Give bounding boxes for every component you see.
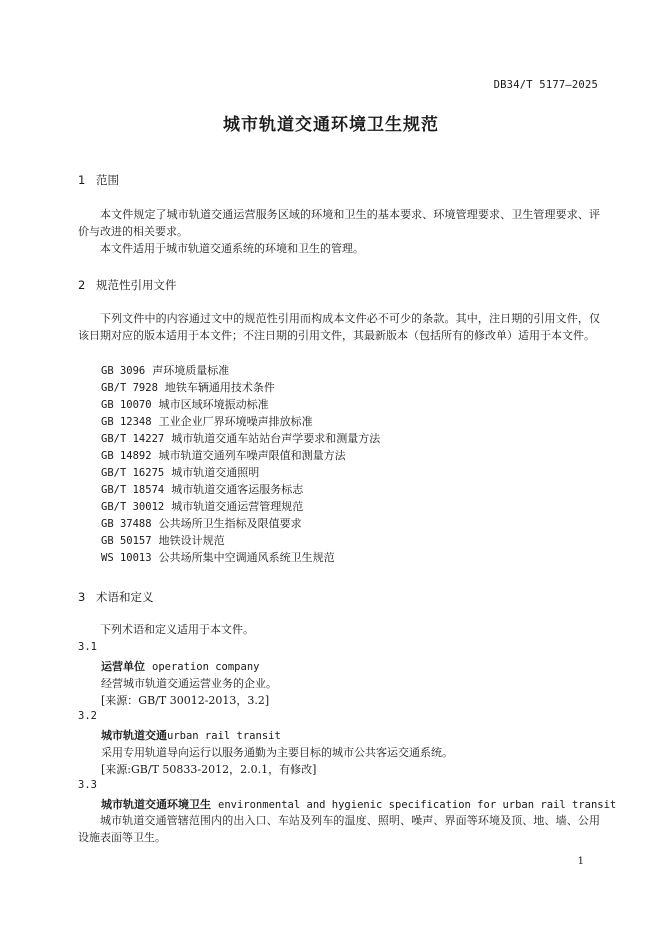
section-3-intro: 下列术语和定义适用于本文件。 <box>100 623 254 636</box>
term-cn: 城市轨道交通 <box>101 729 167 742</box>
reference-code: GB 50157 <box>101 535 152 547</box>
reference-code: GB 10070 <box>101 399 152 411</box>
reference-code: GB 3096 <box>101 365 146 377</box>
section-1-title: 范围 <box>96 173 119 187</box>
reference-title: 城市轨道交通客运服务标志 <box>171 483 304 496</box>
section-3-heading <box>78 589 154 605</box>
page-number: 1 <box>577 856 584 867</box>
section-1-number: 1 <box>78 173 86 187</box>
reference-code: GB/T 16275 <box>101 467 165 479</box>
reference-item <box>101 379 275 395</box>
term-cn: 城市轨道交通环境卫生 <box>101 798 211 811</box>
term-en: urban rail transit <box>167 730 281 742</box>
reference-title: 地铁设计规范 <box>158 534 225 547</box>
section-2-heading <box>78 277 177 293</box>
term-en: operation company <box>152 661 260 673</box>
reference-code: GB 37488 <box>101 518 152 530</box>
reference-title: 公共场所集中空调通风系统卫生规范 <box>158 551 335 564</box>
section-2-intro: 下列文件中的内容通过文中的规范性引用而构成本文件必不可少的条款。其中，注日期的引用文件，仅该日期对应的版本适用于本文件；不注日期的引用文件，其最新版本（包括所有的修改单）适用于本文件。 <box>78 312 600 343</box>
reference-title: 公共场所卫生指标及限值要求 <box>158 517 302 530</box>
section-1-heading <box>78 172 119 188</box>
reference-title: 城市轨道交通车站站台声学要求和测量方法 <box>171 432 381 445</box>
term-number: 3.1 <box>78 641 97 653</box>
section-1-paragraph: 本文件适用于城市轨道交通系统的环境和卫生的管理。 <box>100 242 364 255</box>
term-source: [来源:GB/T 50833-2012，2.0.1，有修改] <box>101 763 317 776</box>
reference-item <box>101 396 269 412</box>
term-en: environmental and hygienic specification for urban rail transit <box>218 799 617 811</box>
reference-title: 声环境质量标准 <box>152 364 230 377</box>
document-number: DB34/T 5177—2025 <box>493 79 598 91</box>
section-2-title: 规范性引用文件 <box>96 278 177 292</box>
section-2-number: 2 <box>78 278 86 292</box>
term-title <box>101 658 259 674</box>
reference-title: 城市轨道交通运营管理规范 <box>171 500 304 513</box>
term-cn: 运营单位 <box>101 660 145 673</box>
reference-code: GB/T 30012 <box>101 501 165 513</box>
reference-code: GB 14892 <box>101 450 152 462</box>
reference-item <box>101 447 346 463</box>
reference-code: GB 12348 <box>101 416 152 428</box>
reference-title: 城市轨道交通列车噪声限值和测量方法 <box>158 449 346 462</box>
term-number: 3.2 <box>78 710 97 722</box>
reference-item <box>101 413 313 429</box>
reference-code: GB/T 18574 <box>101 484 165 496</box>
reference-item <box>101 498 303 514</box>
reference-title: 城市区域环境振动标准 <box>158 398 269 411</box>
reference-item <box>101 532 225 548</box>
reference-item <box>101 515 302 531</box>
reference-item <box>101 464 259 480</box>
term-source: [来源：GB/T 30012-2013，3.2] <box>101 694 270 707</box>
term-definition: 城市轨道交通管辖范围内的出入口、车站及列车的温度、照明、噪声、界面等环境及顶、地、墙、公用设施表面等卫生。 <box>78 814 600 845</box>
term-definition: 经营城市轨道交通运营业务的企业。 <box>101 677 277 690</box>
term-title <box>101 727 281 743</box>
reference-code: GB/T 7928 <box>101 382 158 394</box>
term-definition: 采用专用轨道导向运行以服务通勤为主要目标的城市公共客运交通系统。 <box>101 746 453 759</box>
term-number: 3.3 <box>78 779 97 791</box>
page-title: 城市轨道交通环境卫生规范 <box>223 115 439 135</box>
reference-item <box>101 430 380 446</box>
reference-title: 工业企业厂界环境噪声排放标准 <box>158 415 313 428</box>
reference-code: WS 10013 <box>101 552 152 564</box>
reference-code: GB/T 14227 <box>101 433 165 445</box>
section-1-paragraph: 本文件规定了城市轨道交通运营服务区域的环境和卫生的基本要求、环境管理要求、卫生管理要求、评价与改进的相关要求。 <box>78 208 600 239</box>
reference-title: 城市轨道交通照明 <box>171 466 260 479</box>
reference-item <box>101 362 229 378</box>
reference-title: 地铁车辆通用技术条件 <box>164 381 275 394</box>
section-3-title: 术语和定义 <box>96 590 154 604</box>
reference-item <box>101 481 303 497</box>
reference-item <box>101 549 335 565</box>
term-title <box>101 796 616 812</box>
section-3-number: 3 <box>78 590 86 604</box>
